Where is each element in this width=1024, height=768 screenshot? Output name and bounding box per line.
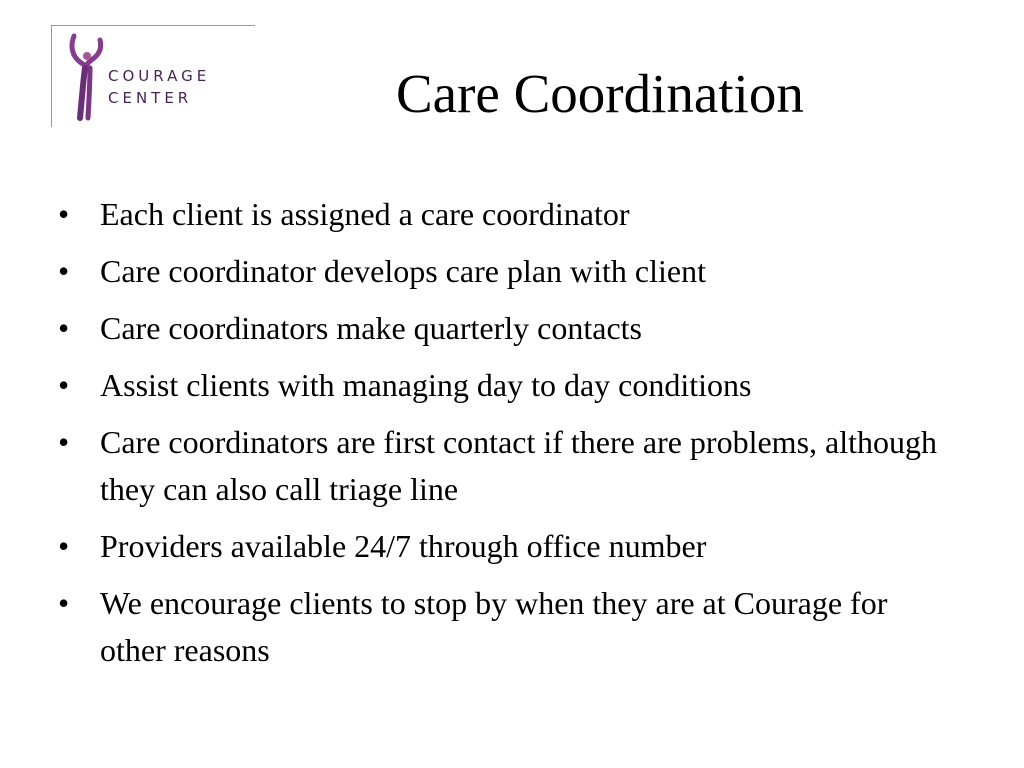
bullet-icon: • [58, 367, 70, 403]
bullet-text: Each client is assigned a care coordinator [100, 196, 630, 232]
bullet-text: Care coordinators make quarterly contacts [100, 310, 642, 346]
logo-text-courage: COURAGE [108, 67, 211, 85]
bullet-item [58, 248, 958, 295]
bullet-icon: • [58, 253, 70, 289]
bullet-item [58, 305, 958, 352]
bullet-text: We encourage clients to stop by when they are at Courage for other reasons [100, 585, 888, 668]
bullet-text: Providers available 24/7 through office number [100, 528, 707, 564]
slide-title: Care Coordination [396, 63, 804, 124]
bullet-icon: • [58, 528, 70, 564]
logo-text-center: CENTER [108, 89, 193, 107]
bullet-list [58, 191, 958, 684]
bullet-text: Care coordinators are first contact if there are problems, although they can also call triage line [100, 424, 937, 507]
bullet-icon: • [58, 424, 70, 460]
bullet-icon: • [58, 585, 70, 621]
bullet-icon: • [58, 196, 70, 232]
courage-center-logo [51, 25, 255, 127]
person-figure-icon [66, 32, 106, 122]
bullet-text: Care coordinator develops care plan with client [100, 253, 706, 289]
bullet-item [58, 362, 958, 409]
bullet-item [58, 419, 958, 513]
bullet-item [58, 191, 958, 238]
bullet-item [58, 580, 958, 674]
bullet-item [58, 523, 958, 570]
bullet-text: Assist clients with managing day to day conditions [100, 367, 752, 403]
bullet-icon: • [58, 310, 70, 346]
